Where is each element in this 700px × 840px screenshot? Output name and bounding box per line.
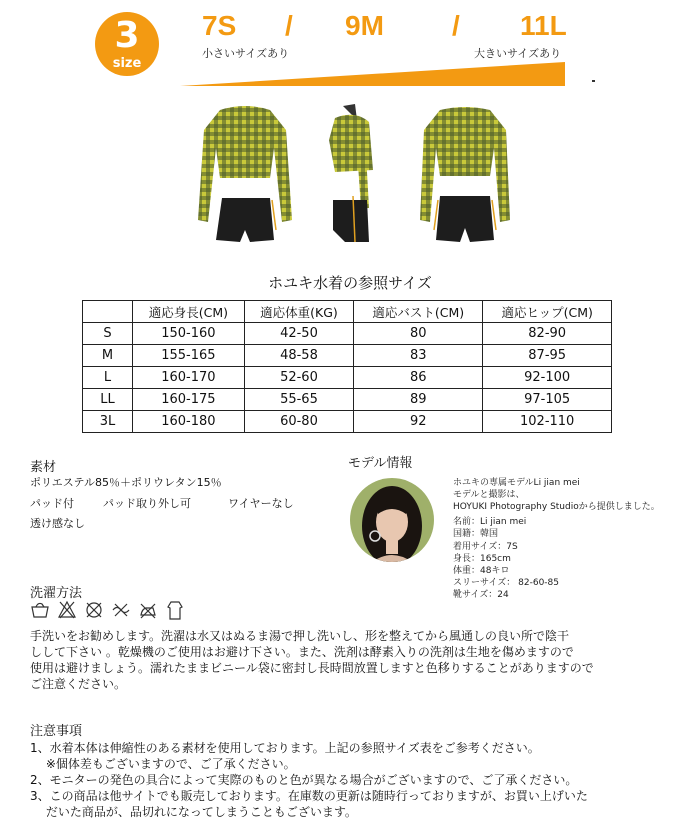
feature-removable-pad: パッド取り外し可 <box>103 497 191 510</box>
note-line: 1、水着本体は伸縮性のある素材を使用しております。上記の参照サイズ表をご参考ください。 <box>30 741 540 755</box>
table-cell: 155-165 <box>133 345 245 367</box>
size-table-title: ホユキ水着の参照サイズ <box>268 274 432 292</box>
note-line: 2、モニターの発色の具合によって実際のものと色が異なる場合がございますので、ご了承ください。 <box>30 773 578 787</box>
table-cell: 3L <box>83 411 133 433</box>
table-header-cell <box>83 301 133 323</box>
table-cell: 80 <box>354 323 483 345</box>
table-row <box>83 323 612 345</box>
size-separator: / <box>452 10 460 41</box>
small-size-note: 小さいサイズあり <box>202 47 290 60</box>
note-line: だいた商品が、品切れになってしまうこともございます。 <box>30 805 357 819</box>
badge-word: size <box>112 56 142 71</box>
table-cell: 48-58 <box>244 345 353 367</box>
table-row <box>83 367 612 389</box>
model-avatar <box>350 478 434 562</box>
table-row <box>83 345 612 367</box>
feature-not-sheer: 透け感なし <box>30 517 85 530</box>
table-row <box>83 411 612 433</box>
washing-line: ご注意ください。 <box>30 677 127 691</box>
table-cell: 87-95 <box>483 345 612 367</box>
table-header-cell: 適応体重(KG) <box>244 301 353 323</box>
model-detail: スリーサイズ： 82-60-85 <box>453 578 559 588</box>
model-detail: 身長：165cm <box>453 554 511 564</box>
size-label-9m: 9M <box>345 10 384 41</box>
notes-list <box>30 740 588 820</box>
table-cell: M <box>83 345 133 367</box>
table-header-cell: 適応身長(CM) <box>133 301 245 323</box>
size-count-badge <box>95 12 159 76</box>
washing-line: 手洗いをお勧めします。洗濯は水又はぬるま湯で押し洗いし、形を整えてから風通しの良い所で陰干 <box>30 629 570 643</box>
table-cell: 160-175 <box>133 389 245 411</box>
notes-heading: 注意事項 <box>30 724 83 739</box>
material-composition: ポリエステル85％＋ポリウレタン15％ <box>30 476 222 489</box>
table-cell: LL <box>83 389 133 411</box>
model-info-heading: モデル情報 <box>348 456 413 471</box>
size-separator: / <box>285 10 293 41</box>
no-wring-icon <box>111 599 131 621</box>
model-intro-line: ホユキの専属モデルLi jian mei <box>453 478 580 488</box>
table-cell: 97-105 <box>483 389 612 411</box>
table-cell: 83 <box>354 345 483 367</box>
model-detail: 着用サイズ：7S <box>453 542 518 552</box>
note-line: ※個体差もございますので、ご了承ください。 <box>30 757 296 771</box>
table-cell: L <box>83 367 133 389</box>
table-cell: 55-65 <box>244 389 353 411</box>
washing-line: しして下さい 。乾燥機のご使用はお避け下さい。また、洗剤は酵素入りの洗剤は生地を傷めますので <box>30 645 574 659</box>
table-cell: 89 <box>354 389 483 411</box>
table-header-row <box>83 301 612 323</box>
note-line: 3、この商品は他サイトでも販売しております。在庫数の更新は随時行っておりますが、お買い上げいた <box>30 789 588 803</box>
model-detail: 名前：Li jian mei <box>453 517 527 527</box>
product-photo-front <box>190 100 300 250</box>
product-photo-back <box>410 100 520 250</box>
size-table <box>82 300 612 433</box>
feature-no-wire: ワイヤーなし <box>228 497 294 510</box>
model-detail: 靴サイズ：24 <box>453 590 509 600</box>
care-icons <box>30 599 187 621</box>
table-cell: 160-170 <box>133 367 245 389</box>
model-detail: 国籍：韓国 <box>453 529 499 539</box>
table-cell: 150-160 <box>133 323 245 345</box>
product-photo-side <box>305 100 415 250</box>
table-header-cell: 適応バスト(CM) <box>354 301 483 323</box>
no-bleach-icon <box>57 599 77 621</box>
table-cell: 102-110 <box>483 411 612 433</box>
model-detail: 体重：48キロ <box>453 566 510 576</box>
size-label-11l: 11L <box>520 10 567 41</box>
material-heading: 素材 <box>30 460 57 475</box>
washing-line: 使用は避けましょう。濡れたままビニール袋に密封し長時間放置しますと色移りすることがありますので <box>30 661 594 675</box>
table-row <box>83 389 612 411</box>
table-cell: 82-90 <box>483 323 612 345</box>
table-cell: 92 <box>354 411 483 433</box>
table-cell: 160-180 <box>133 411 245 433</box>
large-size-note: 大きいサイズあり <box>474 47 562 60</box>
model-intro-line: モデルと撮影は、 <box>453 490 525 500</box>
washing-instructions <box>30 628 594 692</box>
size-label-7s: 7S <box>202 10 237 41</box>
model-intro-line: HOYUKI Photography Studioから提供しました。 <box>453 502 660 512</box>
hand-wash-icon <box>30 599 50 621</box>
hang-dry-icon <box>165 599 185 621</box>
no-tumble-dry-icon <box>84 599 104 621</box>
table-cell: S <box>83 323 133 345</box>
badge-number: 3 <box>114 15 140 56</box>
table-cell: 60-80 <box>244 411 353 433</box>
table-cell: 42-50 <box>244 323 353 345</box>
table-cell: 86 <box>354 367 483 389</box>
no-iron-icon <box>138 599 158 621</box>
size-range-wedge <box>160 60 600 90</box>
washing-heading: 洗濯方法 <box>30 586 83 601</box>
table-cell: 92-100 <box>483 367 612 389</box>
table-header-cell: 適応ヒップ(CM) <box>483 301 612 323</box>
feature-pad: パッド付 <box>30 497 74 510</box>
table-cell: 52-60 <box>244 367 353 389</box>
